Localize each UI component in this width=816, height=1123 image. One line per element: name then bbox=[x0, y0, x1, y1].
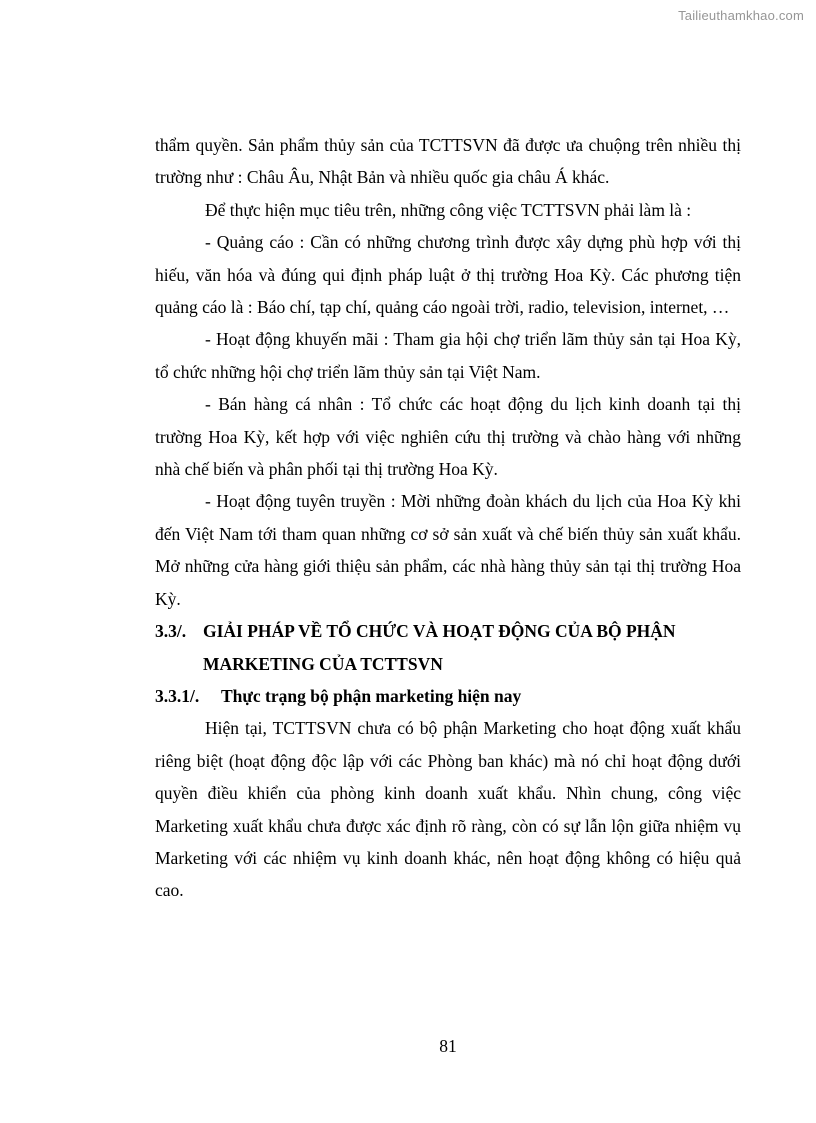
subsection-heading-text: Thực trạng bộ phận marketing hiện nay bbox=[221, 685, 522, 706]
section-heading-line-2: MARKETING CỦA TCTTSVN bbox=[203, 653, 443, 674]
subsection-heading-number: 3.3.1/. bbox=[155, 685, 200, 706]
body-paragraph: - Bán hàng cá nhân : Tổ chức các hoạt động du lịch kinh doanh tại thị trường Hoa Kỳ, kết hợp với việc nghiên cứu thị trường và chào hàng với những nhà chế biến và phân phối tại thị trường Hoa Kỳ. bbox=[155, 394, 741, 480]
body-paragraph: Hiện tại, TCTTSVN chưa có bộ phận Marketing cho hoạt động xuất khẩu riêng biệt (hoạt động độc lập với các Phòng ban khác) mà nó chỉ hoạt động dưới quyền điều khiển của phòng kinh doanh xuất khẩu. Nhìn chung, công việc Marketing xuất khẩu chưa được xác định rõ ràng, còn có sự lẫn lộn giữa nhiệm vụ Marketing với các nhiệm vụ kinh doanh khác, nên hoạt động không có hiệu quả cao. bbox=[155, 718, 741, 901]
body-paragraph: - Quảng cáo : Cần có những chương trình được xây dựng phù hợp với thị hiếu, văn hóa và đúng qui định pháp luật ở thị trường Hoa Kỳ. Các phương tiện quảng cáo là : Báo chí, tạp chí, quảng cáo ngoài trời, radio, television, internet, … bbox=[155, 232, 741, 318]
section-heading-line-1: GIẢI PHÁP VỀ TỔ CHỨC VÀ HOẠT ĐỘNG CỦA BỘ PHẬN bbox=[203, 621, 676, 642]
page-number: 81 bbox=[439, 1036, 457, 1056]
body-paragraph: - Hoạt động khuyến mãi : Tham gia hội chợ triển lãm thủy sản tại Hoa Kỳ, tổ chức những hội chợ triển lãm thủy sản tại Việt Nam. bbox=[155, 329, 741, 382]
subsection-heading-3-3-1 bbox=[155, 680, 741, 712]
section-heading-3-3 bbox=[155, 615, 741, 680]
section-heading-text bbox=[203, 615, 741, 680]
body-paragraph: Để thực hiện mục tiêu trên, những công việc TCTTSVN phải làm là : bbox=[205, 199, 692, 220]
body-paragraph: - Hoạt động tuyên truyền : Mời những đoàn khách du lịch của Hoa Kỳ khi đến Việt Nam tới tham quan những cơ sở sản xuất và chế biến thủy sản xuất khẩu. Mở những cửa hàng giới thiệu sản phẩm, các nhà hàng thủy sản tại thị trường Hoa Kỳ. bbox=[155, 491, 741, 609]
page-content bbox=[155, 129, 741, 907]
section-heading-number: 3.3/. bbox=[155, 621, 187, 642]
body-paragraph: thẩm quyền. Sản phẩm thủy sản của TCTTSVN đã được ưa chuộng trên nhiều thị trường như : Châu Âu, Nhật Bản và nhiều quốc gia châu Á khác. bbox=[155, 135, 741, 188]
watermark: Tailieuthamkhao.com bbox=[678, 8, 804, 23]
